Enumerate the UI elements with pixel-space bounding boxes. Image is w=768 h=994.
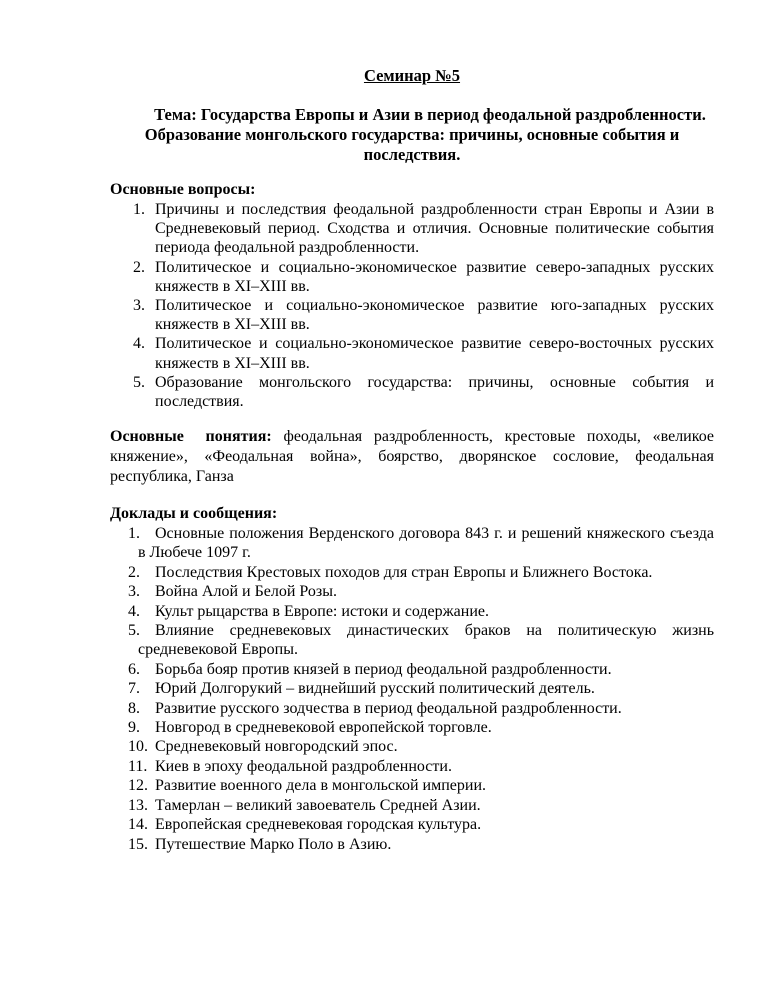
report-item xyxy=(110,679,714,698)
report-item xyxy=(110,602,714,621)
question-item xyxy=(110,334,714,372)
item-text: Путешествие Марко Поло в Азию. xyxy=(155,835,392,853)
item-number: 8. xyxy=(128,699,140,717)
item-number: 4. xyxy=(133,335,145,353)
item-number: 1. xyxy=(133,201,145,218)
item-number: 5. xyxy=(133,373,145,391)
item-text: Политическое и социально-экономическое развитие северо-западных русских княжеств в XI–XIII вв. xyxy=(155,258,714,295)
concepts-label: Основные понятия: xyxy=(110,428,272,445)
item-text: Средневековый новгородский эпос. xyxy=(155,738,398,756)
item-number: 2. xyxy=(133,258,145,276)
question-item xyxy=(110,373,714,411)
item-text: Политическое и социально-экономическое развитие юго-западных русских княжеств в XI–XIII вв. xyxy=(155,297,714,334)
topic-text: Тема: Государства Европы и Азии в период феодальной раздробленности. Образование монгольского государства: причины, основные события и последствия. xyxy=(144,105,706,164)
item-text: Политическое и социально-экономическое развитие северо-восточных русских княжеств в XI–XIII вв. xyxy=(155,335,714,372)
question-item xyxy=(110,296,714,334)
item-text: Юрий Долгорукий – виднейший русский политический деятель. xyxy=(155,680,595,698)
item-number: 7. xyxy=(128,680,140,698)
item-number: 15. xyxy=(128,835,148,853)
report-item xyxy=(110,835,714,854)
item-number: 13. xyxy=(128,796,148,814)
item-text: Новгород в средневековой европейской торговле. xyxy=(155,719,492,737)
reports-list xyxy=(110,524,714,854)
report-item xyxy=(110,621,714,660)
item-number: 5. xyxy=(128,622,140,640)
item-number: 4. xyxy=(128,602,140,620)
item-text: Образование монгольского государства: причины, основные события и последствия. xyxy=(155,373,714,411)
questions-heading: Основные вопросы: xyxy=(110,181,256,198)
item-text: Киев в эпоху феодальной раздробленности. xyxy=(155,757,452,775)
item-text: Тамерлан – великий завоеватель Средней Азии. xyxy=(155,796,481,814)
report-item xyxy=(110,737,714,756)
concepts-paragraph xyxy=(110,427,714,487)
item-text: Борьба бояр против князей в период феодальной раздробленности. xyxy=(155,660,612,678)
item-number: 3. xyxy=(133,297,145,315)
item-text: Развитие военного дела в монгольской империи. xyxy=(155,777,487,795)
report-item xyxy=(110,757,714,776)
questions-list xyxy=(110,200,714,411)
item-number: 6. xyxy=(128,660,140,678)
report-item xyxy=(110,776,714,795)
item-number: 2. xyxy=(128,563,140,581)
report-item xyxy=(110,699,714,718)
item-number: 14. xyxy=(128,816,148,834)
report-item xyxy=(110,563,714,582)
seminar-title: Семинар №5 xyxy=(363,66,461,85)
item-number: 10. xyxy=(128,738,148,756)
item-text: Причины и последствия феодальной раздробленности стран Европы и Азии в Средневековый период. Сходства и отличия. Основные политические события периода феодальной раздробленности. xyxy=(155,201,714,257)
report-item xyxy=(110,815,714,834)
report-item xyxy=(110,660,714,679)
item-text: Война Алой и Белой Розы. xyxy=(155,583,337,601)
report-item xyxy=(110,582,714,601)
report-item xyxy=(110,524,714,563)
concepts-text: феодальная раздробленность, крестовые походы, «великое княжение», «Феодальная война», боярство, дворянское сословие, феодальная республика, Ганза xyxy=(110,428,715,485)
item-number: 1. xyxy=(128,525,140,542)
topic-heading xyxy=(110,105,714,165)
report-item xyxy=(110,796,714,815)
item-number: 9. xyxy=(128,719,140,737)
question-item xyxy=(110,258,714,296)
item-number: 12. xyxy=(128,777,148,795)
report-item xyxy=(110,718,714,737)
item-text: Европейская средневековая городская культура. xyxy=(155,816,482,834)
item-number: 11. xyxy=(128,757,148,775)
reports-heading: Доклады и сообщения: xyxy=(110,505,278,522)
item-text: Развитие русского зодчества в период феодальной раздробленности. xyxy=(155,699,622,717)
item-text: Основные положения Верденского договора 843 г. и решений княжеского съезда в Любече 1097 г. xyxy=(138,525,714,562)
item-text: Влияние средневековых династических браков на политическую жизнь средневековой Европы. xyxy=(138,622,714,659)
item-text: Культ рыцарства в Европе: истоки и содержание. xyxy=(155,602,489,620)
item-number: 3. xyxy=(128,583,140,601)
question-item xyxy=(110,200,714,258)
item-text: Последствия Крестовых походов для стран Европы и Ближнего Востока. xyxy=(155,563,653,581)
